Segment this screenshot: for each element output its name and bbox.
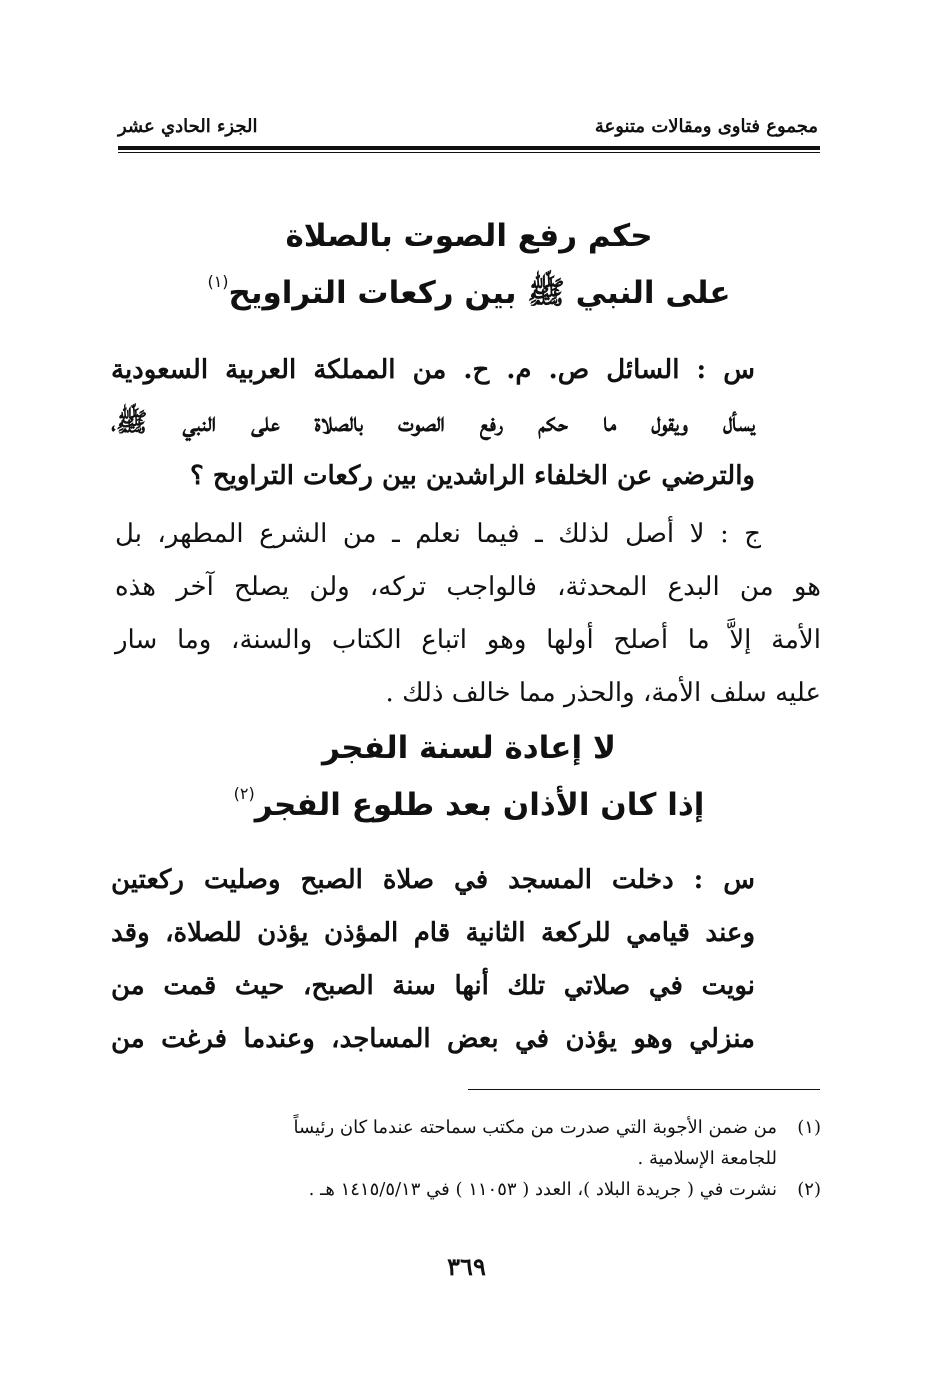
question-line: منزلي وهو يؤذن في بعض المساجد، وعندما فرغت من bbox=[111, 1024, 755, 1054]
section2-title-line2 bbox=[118, 784, 820, 823]
answer-line: ج : لا أصل لذلك ـ فيما نعلم ـ من الشرع المطهر، بل bbox=[115, 519, 761, 549]
book-title: مجموع فتاوى ومقالات متنوعة bbox=[594, 116, 818, 137]
footnote-text-cont: للجامعة الإسلامية . bbox=[637, 1148, 777, 1169]
header-rule-thick bbox=[118, 146, 820, 150]
volume-label: الجزء الحادي عشر bbox=[118, 116, 258, 137]
section2-title-line1: لا إعادة لسنة الفجر bbox=[322, 730, 616, 766]
question-line: وعند قيامي للركعة الثانية قام المؤذن يؤذن للصلاة، وقد bbox=[111, 918, 755, 948]
footnote-number: (١) bbox=[797, 1117, 821, 1138]
question-line: يسأل ويقول ما حكم رفع الصوت بالصلاة على النبي ﷺ، bbox=[111, 408, 755, 438]
running-head bbox=[118, 112, 818, 144]
question-line: س : السائل ص. م. ح. من المملكة العربية السعودية bbox=[111, 355, 755, 385]
answer-line: هو من البدع المحدثة، فالواجب تركه، ولن يصلح آخر هذه bbox=[115, 572, 821, 602]
section1-title-line1: حكم رفع الصوت بالصلاة bbox=[285, 218, 653, 254]
footnote-number: (٢) bbox=[797, 1179, 821, 1200]
section2-question bbox=[111, 854, 755, 1066]
question-line: س : دخلت المسجد في صلاة الصبح وصليت ركعتين bbox=[111, 865, 755, 895]
answer-line: عليه سلف الأمة، والحذر مما خالف ذلك . bbox=[385, 678, 821, 708]
section1-answer bbox=[115, 508, 821, 720]
footnote-rule bbox=[468, 1089, 820, 1090]
section1-title-line2-text: على النبي ﷺ بين ركعات التراويح bbox=[228, 275, 731, 311]
footnote-text: من ضمن الأجوبة التي صدرت من مكتب سماحته عندما كان رئيساً bbox=[293, 1117, 777, 1138]
page-number: ٣٦٩ bbox=[447, 1252, 486, 1281]
section1-title-line2 bbox=[118, 272, 820, 319]
footnote-ref-2: (٢) bbox=[233, 784, 255, 803]
answer-line: الأمة إلاَّ ما أصلح أولها وهو اتباع الكتاب والسنة، وما سار bbox=[115, 625, 821, 655]
footnote-1 bbox=[111, 1112, 821, 1174]
section2-title-line2-text: إذا كان الأذان بعد طلوع الفجر bbox=[254, 787, 705, 823]
question-line: نويت في صلاتي تلك أنها سنة الصبح، حيث قمت من bbox=[111, 971, 755, 1001]
footnotes bbox=[111, 1112, 821, 1205]
header-rule-thin bbox=[118, 152, 820, 153]
footnote-ref-1: (١) bbox=[207, 272, 229, 291]
question-line: والترضي عن الخلفاء الراشدين بين ركعات التراويح ؟ bbox=[189, 461, 755, 491]
footnote-2 bbox=[111, 1174, 821, 1205]
section1-question bbox=[111, 344, 755, 503]
footnote-text: نشرت في ( جريدة البلاد )، العدد ( ١١٠٥٣ ) في ١٤١٥/٥/١٣ هـ . bbox=[308, 1179, 777, 1200]
